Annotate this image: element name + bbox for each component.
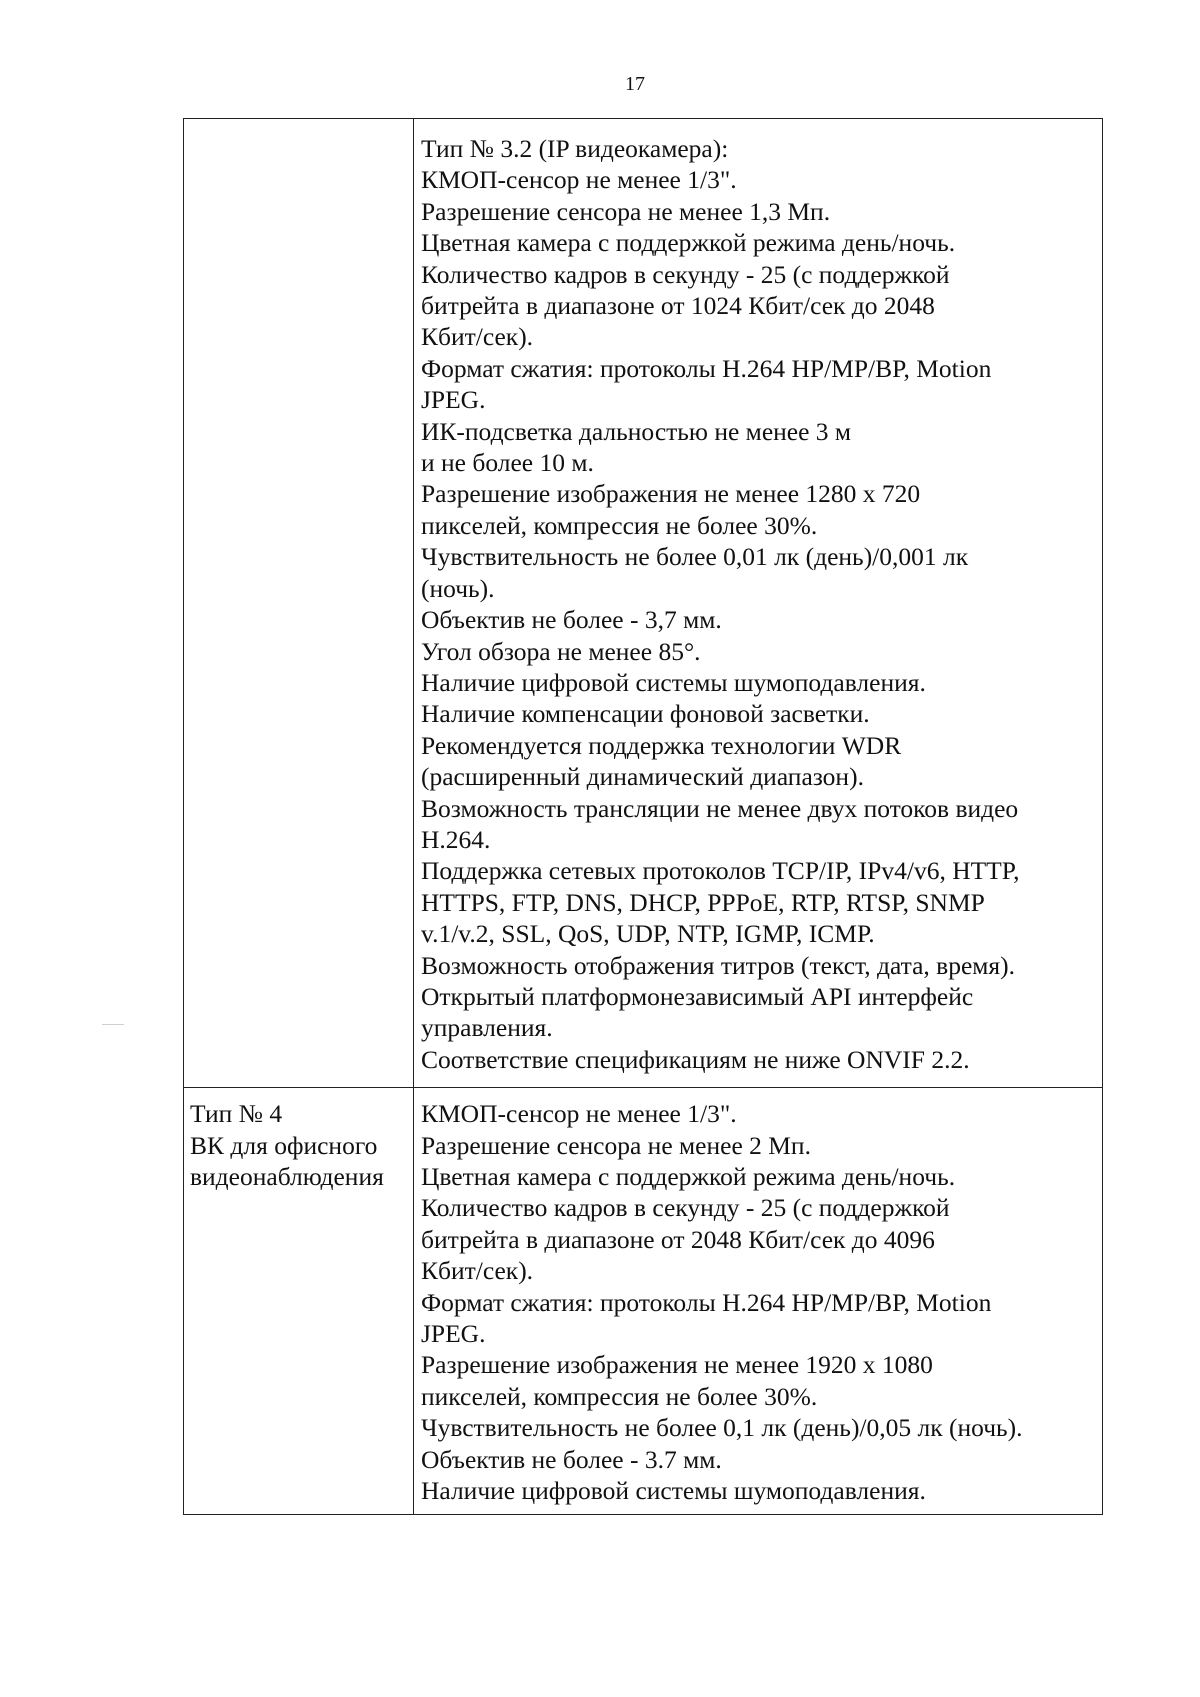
text-line: Цветная камера с поддержкой режима день/ночь. xyxy=(421,228,956,258)
text-line: Цветная камера с поддержкой режима день/ночь. xyxy=(421,1162,956,1191)
text-line: Наличие цифровой системы шумоподавления. xyxy=(421,1476,926,1506)
spec-cell xyxy=(414,1088,1103,1515)
text-line: ВК для офисного xyxy=(190,1130,378,1160)
text-line: КМОП-сенсор не менее 1/3". xyxy=(421,165,737,195)
text-line: Формат сжатия: протоколы H.264 HP/MP/BP, Motion xyxy=(421,1287,992,1317)
text-line: Количество кадров в секунду - 25 (с поддержкой xyxy=(421,1193,950,1223)
text-line: HTTPS, FTP, DNS, DHCP, PPPoE, RTP, RTSP, SNMP xyxy=(421,887,985,917)
table-row-type-4 xyxy=(184,1088,1103,1515)
type-cell-content xyxy=(184,1088,413,1200)
text-line: пикселей, компрессия не более 30%. xyxy=(421,510,818,540)
text-line: пикселей, компрессия не более 30%. xyxy=(421,1381,818,1411)
text-line: Объектив не более - 3,7 мм. xyxy=(421,605,722,635)
type-cell xyxy=(184,1088,414,1515)
text-line: видеонаблюдения xyxy=(190,1162,384,1191)
text-line: Рекомендуется поддержка технологии WDR xyxy=(421,730,902,760)
text-line: Наличие цифровой системы шумоподавления. xyxy=(421,667,926,697)
text-line: Количество кадров в секунду - 25 (с поддержкой xyxy=(421,259,950,289)
text-line: Кбит/сек). xyxy=(421,322,534,352)
type-cell xyxy=(184,119,414,1088)
text-line: Поддержка сетевых протоколов TCP/IP, IPv4/v6, HTTP, xyxy=(421,856,1020,886)
text-line: Чувствительность не более 0,1 лк (день)/0,05 лк (ночь). xyxy=(421,1413,1023,1443)
text-line: Объектив не более - 3.7 мм. xyxy=(421,1444,722,1474)
text-line: Разрешение изображения не менее 1280 x 720 xyxy=(421,479,921,509)
text-line: битрейта в диапазоне от 2048 Кбит/сек до 4096 xyxy=(421,1224,935,1254)
page-number: 17 xyxy=(625,73,645,95)
text-line: ИК-подсветка дальностью не менее 3 м xyxy=(421,416,852,446)
text-line: КМОП-сенсор не менее 1/3". xyxy=(421,1099,737,1129)
text-line: Тип № 3.2 (IP видеокамера): xyxy=(421,134,729,163)
text-line: Возможность отображения титров (текст, дата, время). xyxy=(421,950,1016,980)
text-line: Чувствительность не более 0,01 лк (день)/0,001 лк xyxy=(421,542,969,572)
text-line: и не более 10 м. xyxy=(421,448,594,478)
text-line: H.264. xyxy=(421,824,491,854)
table-row-type-3-2 xyxy=(184,119,1103,1088)
text-line: Угол обзора не менее 85°. xyxy=(421,636,701,666)
text-line: управления. xyxy=(421,1013,553,1043)
text-line: (расширенный динамический диапазон). xyxy=(421,762,864,792)
text-line: JPEG. xyxy=(421,385,486,415)
spec-cell-content xyxy=(414,119,1102,1087)
spec-cell-content xyxy=(414,1088,1102,1514)
text-line: Открытый платформонезависимый API интерфейс xyxy=(421,981,974,1011)
text-line: Возможность трансляции не менее двух потоков видео xyxy=(421,793,1019,823)
text-line: Разрешение сенсора не менее 1,3 Мп. xyxy=(421,196,831,226)
text-line: JPEG. xyxy=(421,1319,486,1349)
text-line: (ночь). xyxy=(421,573,495,603)
spec-cell xyxy=(414,119,1103,1088)
text-line: Соответствие спецификациям не ниже ONVIF 2.2. xyxy=(421,1044,970,1074)
text-line: v.1/v.2, SSL, QoS, UDP, NTP, IGMP, ICMP. xyxy=(421,919,875,949)
text-line: Наличие компенсации фоновой засветки. xyxy=(421,699,870,729)
camera-spec-table xyxy=(183,118,1103,1515)
text-line: битрейта в диапазоне от 1024 Кбит/сек до 2048 xyxy=(421,291,935,321)
type-cell-content xyxy=(184,119,413,141)
text-line: Разрешение изображения не менее 1920 x 1080 xyxy=(421,1350,933,1380)
text-line: Разрешение сенсора не менее 2 Мп. xyxy=(421,1130,811,1160)
text-line: Формат сжатия: протоколы H.264 HP/MP/BP, Motion xyxy=(421,353,992,383)
text-line: Тип № 4 xyxy=(190,1099,283,1129)
scan-artifact-mark xyxy=(102,1024,124,1025)
text-line: Кбит/сек). xyxy=(421,1256,534,1286)
